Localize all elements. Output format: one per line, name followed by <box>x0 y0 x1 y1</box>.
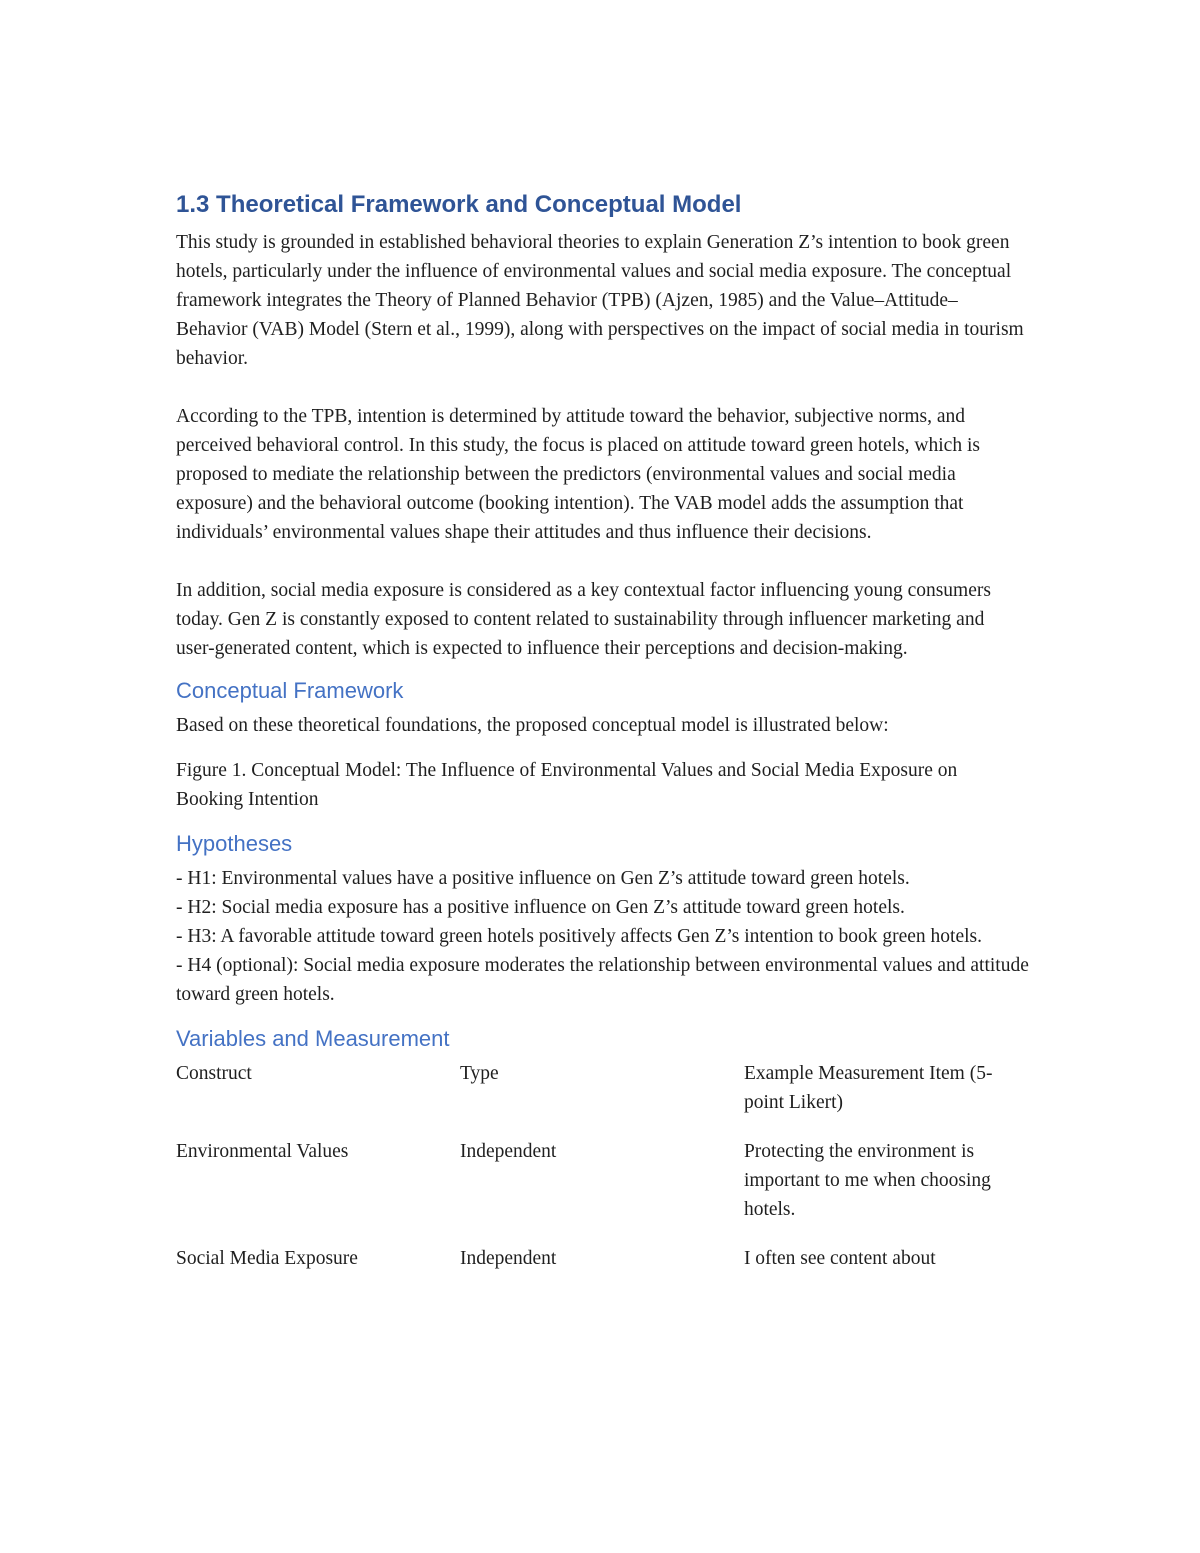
table-row <box>176 1244 1036 1293</box>
header-construct: Construct <box>176 1063 252 1084</box>
cell-construct: Environmental Values <box>176 1141 349 1162</box>
variables-table <box>176 1059 1036 1293</box>
header-type: Type <box>459 1063 499 1084</box>
cell-type: Independent <box>459 1248 557 1269</box>
cell-construct: Social Media Exposure <box>176 1248 358 1269</box>
document-page <box>176 188 1036 1293</box>
cell-measurement-item: I often see content about <box>743 1248 936 1269</box>
section-heading: 1.3 Theoretical Framework and Conceptual Model <box>176 191 742 218</box>
hypothesis-h4: - H4 (optional): Social media exposure moderates the relationship between environmental values and attitude toward green hotels. <box>176 955 1029 1005</box>
header-measurement-item: Example Measurement Item (5-point Likert) <box>743 1063 993 1113</box>
hypothesis-h1: - H1: Environmental values have a positive influence on Gen Z’s attitude toward green hotels. <box>176 868 910 889</box>
hypothesis-h2: - H2: Social media exposure has a positive influence on Gen Z’s attitude toward green hotels. <box>176 897 905 918</box>
hypotheses-list <box>176 864 1036 1009</box>
conceptual-framework-heading: Conceptual Framework <box>176 678 404 703</box>
hypotheses-heading: Hypotheses <box>176 831 293 856</box>
paragraph-social-media: In addition, social media exposure is considered as a key contextual factor influencing young consumers today. Gen Z is constantly exposed to content related to sustainability through influencer marketing and user-generated content, which is expected to influence their perceptions and decision-making. <box>176 580 991 659</box>
hypothesis-h3: - H3: A favorable attitude toward green hotels positively affects Gen Z’s intention to book green hotels. <box>176 926 982 947</box>
table-row <box>176 1137 1036 1244</box>
paragraph-intro: This study is grounded in established behavioral theories to explain Generation Z’s intention to book green hotels, particularly under the influence of environmental values and social media exposure. The conceptual framework integrates the Theory of Planned Behavior (TPB) (Ajzen, 1985) and the Value–Attitude–Behavior (VAB) Model (Stern et al., 1999), along with perspectives on the impact of social media in tourism behavior. <box>176 232 1024 369</box>
cell-measurement-item: Protecting the environment is important to me when choosing hotels. <box>743 1141 991 1220</box>
paragraph-tpb: According to the TPB, intention is determined by attitude toward the behavior, subjective norms, and perceived behavioral control. In this study, the focus is placed on attitude toward green hotels, which is proposed to mediate the relationship between the predictors (environmental values and social media exposure) and the behavioral outcome (booking intention). The VAB model adds the assumption that individuals’ environmental values shape their attitudes and thus influence their decisions. <box>176 406 980 543</box>
conceptual-framework-lead: Based on these theoretical foundations, the proposed conceptual model is illustrated below: <box>176 715 889 736</box>
table-header-row <box>176 1059 1036 1137</box>
figure-caption: Figure 1. Conceptual Model: The Influence of Environmental Values and Social Media Exposure on Booking Intention <box>176 760 958 810</box>
variables-heading: Variables and Measurement <box>176 1026 450 1051</box>
cell-type: Independent <box>459 1141 557 1162</box>
